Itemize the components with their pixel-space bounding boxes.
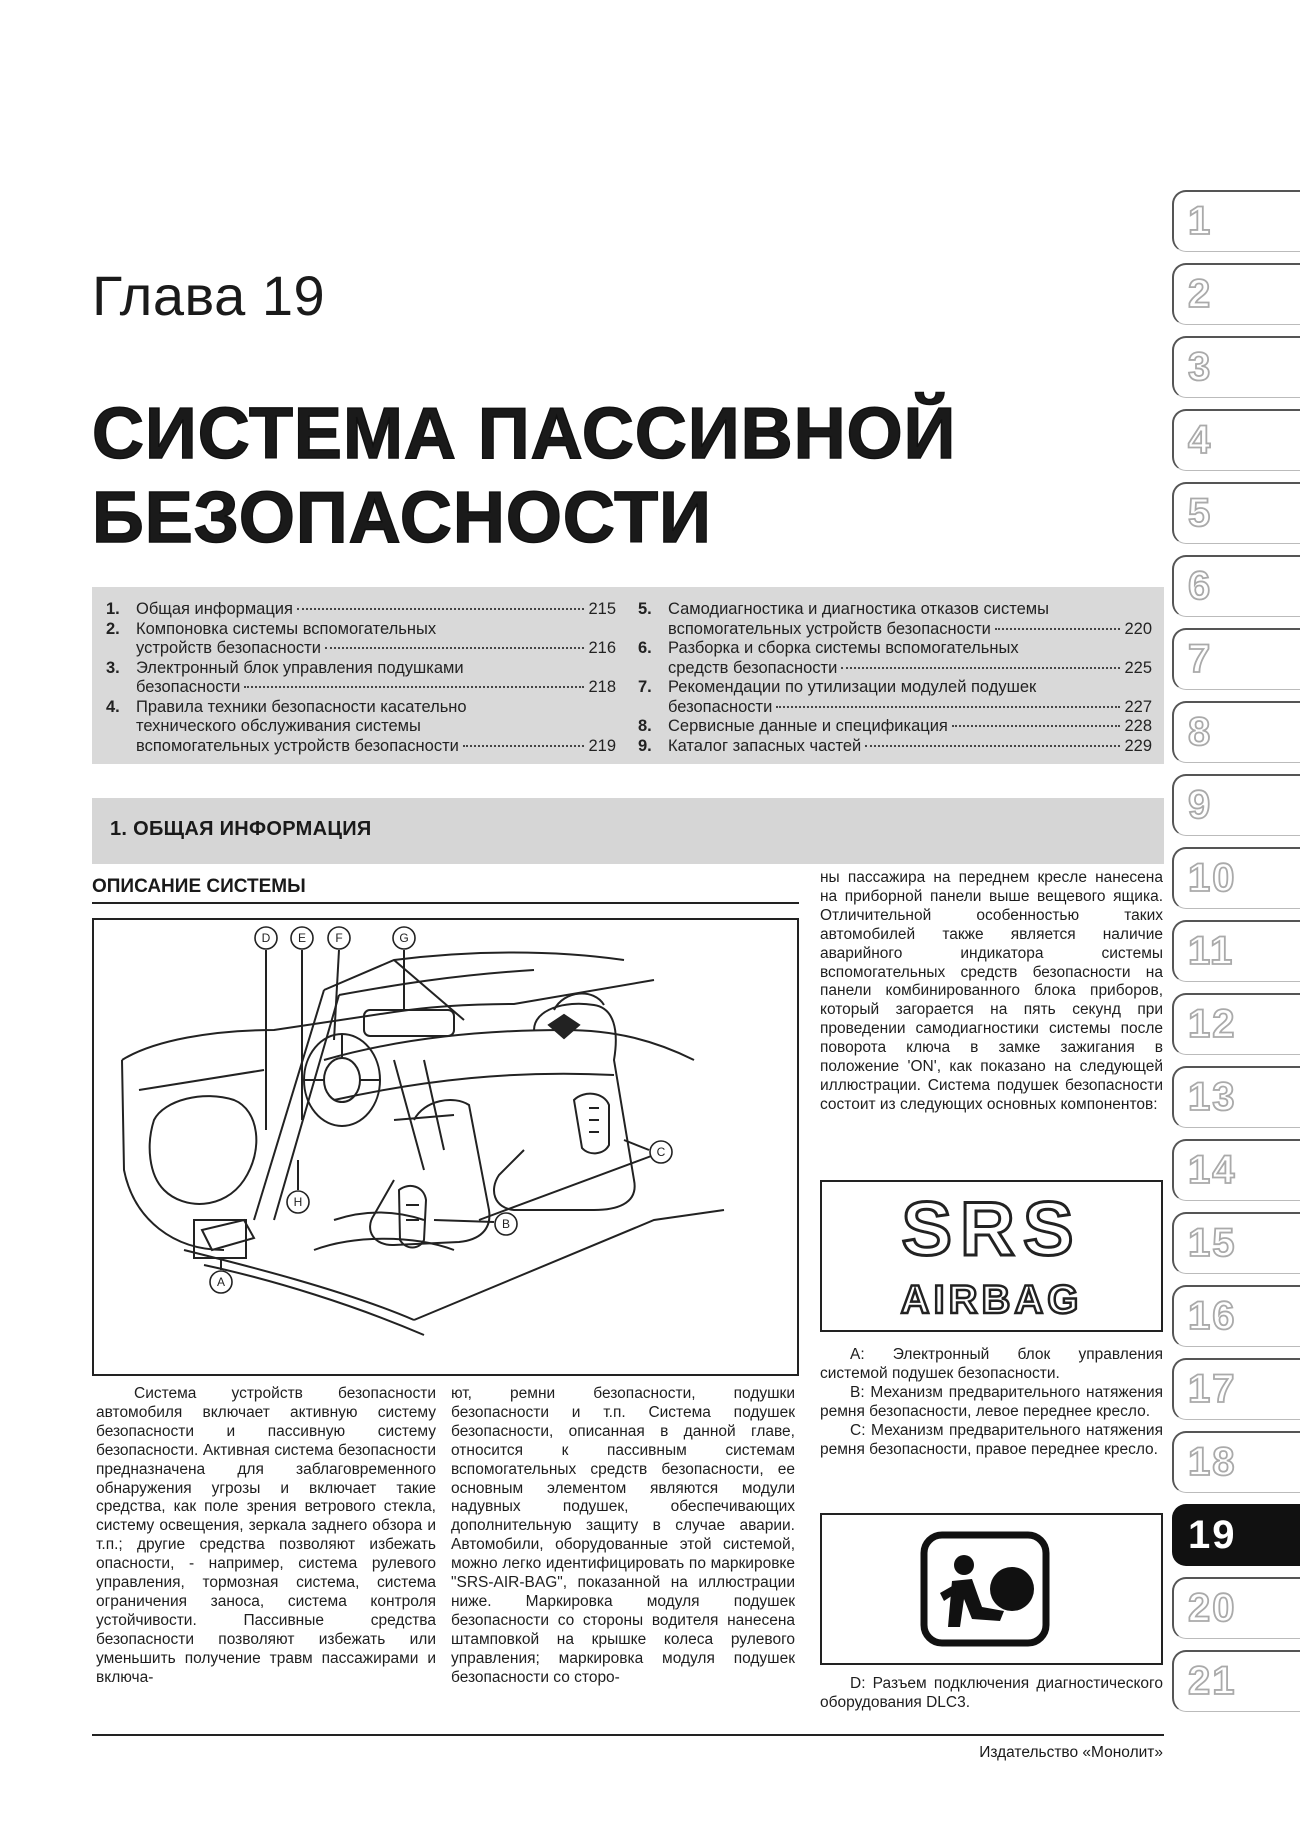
toc-text: Компоновка системы вспомогательных	[136, 619, 437, 638]
airbag-word: AIRBAG	[900, 1278, 1083, 1322]
toc-item[interactable]	[106, 698, 616, 757]
callout-e	[291, 927, 313, 949]
toc-leader-dots	[841, 667, 1120, 669]
toc-number: 8.	[638, 717, 652, 735]
chapter-tab-17[interactable]: 17	[1172, 1358, 1300, 1420]
publisher: Издательство «Монолит»	[979, 1744, 1163, 1761]
callout-c-label: C	[656, 1145, 666, 1159]
chapter-title-line-2: БЕЗОПАСНОСТИ	[92, 478, 712, 558]
toc-page-number: 227	[1124, 697, 1152, 716]
toc-text: Рекомендации по утилизации модулей подушек	[668, 678, 1037, 696]
toc-leader-dots	[776, 706, 1120, 708]
chapter-tab-19[interactable]: 19	[1172, 1504, 1300, 1566]
chapter-tab-9[interactable]: 9	[1172, 774, 1300, 836]
toc-item[interactable]	[638, 678, 1152, 717]
toc-item[interactable]	[106, 620, 616, 659]
chapter-tab-18[interactable]: 18	[1172, 1431, 1300, 1493]
chapter-tab-5[interactable]: 5	[1172, 482, 1300, 544]
toc-text: средств безопасности	[668, 658, 838, 677]
airbag-warning-icon	[822, 1515, 1161, 1663]
chapter-title	[92, 392, 956, 560]
callout-d	[255, 927, 277, 949]
body-text-right: ны пассажира на переднем кресле нанесена на приборной панели выше вещевого ящика. Отличительной особенностью таких автомобилей также является наличие аварийного индикатора системы вспомогательных средств безопасности на панели комбинированного блока приборов, который загорается на пять секунд при проведении самодиагностики системы после поворота ключа в замке зажигания в положение 'ON', как показано на следующей иллюстрации. Система подушек безопасности состоит из следующих основных компонентов:	[820, 869, 1163, 1113]
callout-b-label: B	[501, 1217, 511, 1231]
toc-text: Общая информация	[136, 600, 293, 618]
toc-page-number: 229	[1124, 736, 1152, 755]
section-title: 1. ОБЩАЯ ИНФОРМАЦИЯ	[110, 818, 372, 840]
toc-page-number: 219	[588, 736, 616, 755]
chapter-tab-20[interactable]: 20	[1172, 1577, 1300, 1639]
callout-f-label: F	[335, 931, 343, 945]
chapter-tab-21[interactable]: 21	[1172, 1650, 1300, 1712]
callout-g	[393, 927, 415, 949]
toc-number: 7.	[638, 678, 652, 696]
toc-text: безопасности	[136, 678, 241, 696]
chapter-tab-1[interactable]: 1	[1172, 190, 1300, 252]
body-text-left: Система устройств безопасности автомобиля включает активную систему безопасности и пассивную систему безопасности. Активная система безопасности предназначена для заблаговременного обнаружения угрозы и включает такие средства, как поле зрения ветрового стекла, систему освещения, зеркала заднего обзора и т.п.; другие средства позволяют избежать опасности, - например, система рулевого управления, тормозная система, система ограничения заноса, система контроля устойчивости. Пассивные средства безопасности позволяют избежать или уменьшить получение травм пассажирами и включа-	[96, 1385, 436, 1686]
chapter-tab-6[interactable]: 6	[1172, 555, 1300, 617]
toc-item[interactable]	[638, 737, 1152, 757]
toc-number: 4.	[106, 697, 120, 716]
footer-rule	[92, 1734, 1164, 1736]
table-of-contents	[92, 587, 1164, 764]
toc-number: 6.	[638, 639, 652, 657]
toc-text: Разборка и сборка системы вспомогательных	[668, 639, 1019, 657]
toc-number: 9.	[638, 736, 652, 755]
toc-number: 5.	[638, 600, 652, 618]
toc-page-number: 228	[1124, 717, 1152, 735]
srs-components-figure	[92, 918, 799, 1376]
chapter-tab-7[interactable]: 7	[1172, 628, 1300, 690]
subheading: ОПИСАНИЕ СИСТЕМЫ	[92, 876, 306, 897]
callout-a-label: A	[216, 1275, 226, 1289]
subheading-rule	[92, 902, 799, 904]
toc-leader-dots	[995, 628, 1121, 630]
caption-c: C: Механизм предварительного натяжения ремня безопасности, правое переднее кресло.	[820, 1421, 1163, 1458]
toc-leader-dots	[865, 745, 1120, 747]
toc-right-column	[638, 600, 1152, 756]
toc-page-number: 218	[588, 678, 616, 696]
chapter-tab-4[interactable]: 4	[1172, 409, 1300, 471]
toc-number: 1.	[106, 600, 120, 618]
toc-item[interactable]	[106, 659, 616, 698]
airbag-indicator-figure	[820, 1513, 1163, 1665]
toc-text: устройств безопасности	[136, 639, 321, 657]
body-text-middle: ют, ремни безопасности, подушки безопасности и т.п. Система подушек безопасности, описанная в данной главе, относится к пассивным системам вспомогательных средств безопасности, ее основным элементом являются модули надувных подушек, обеспечивающих дополнительную защиту в случае аварии. Автомобили, оборудованные этой системой, можно легко идентифицировать по маркировке "SRS-AIR-BAG", показанной на иллюстрации ниже. Маркировка модуля подушек безопасности со стороны водителя нанесена штамповкой на крышке колеса рулевого управления; маркировка модуля подушек безопасности со сторо-	[451, 1385, 795, 1686]
toc-text: Самодиагностика и диагностика отказов системы	[668, 600, 1049, 618]
toc-leader-dots	[463, 745, 585, 747]
chapter-tab-13[interactable]: 13	[1172, 1066, 1300, 1128]
section-header	[92, 798, 1164, 864]
toc-text: Электронный блок управления подушками	[136, 658, 464, 677]
callout-c	[650, 1141, 672, 1163]
toc-number: 3.	[106, 658, 120, 677]
toc-text: Правила техники безопасности касательно	[136, 697, 467, 716]
chapter-label: Глава 19	[92, 264, 326, 327]
chapter-tab-3[interactable]: 3	[1172, 336, 1300, 398]
toc-leader-dots	[244, 686, 584, 688]
toc-leader-dots	[325, 647, 585, 649]
toc-text: вспомогательных устройств безопасности	[668, 619, 991, 638]
callout-h	[287, 1191, 309, 1213]
toc-text: Каталог запасных частей	[668, 736, 862, 755]
toc-page-number: 215	[588, 600, 616, 618]
toc-text: безопасности	[668, 697, 773, 716]
chapter-tab-16[interactable]: 16	[1172, 1285, 1300, 1347]
toc-left-column	[106, 600, 616, 756]
chapter-tab-15[interactable]: 15	[1172, 1212, 1300, 1274]
callout-d-label: D	[261, 931, 271, 945]
callout-f	[328, 927, 350, 949]
caption-a: A: Электронный блок управления системой подушек безопасности.	[820, 1346, 1163, 1382]
srs-word: SRS	[901, 1187, 1082, 1272]
callout-g-label: G	[399, 931, 409, 945]
srs-airbag-label-figure	[820, 1180, 1163, 1332]
caption-d: D: Разъем подключения диагностического оборудования DLC3.	[820, 1675, 1163, 1711]
toc-number: 2.	[106, 619, 120, 638]
toc-text: Сервисные данные и спецификация	[668, 717, 948, 735]
callout-b	[495, 1213, 517, 1235]
toc-item[interactable]	[638, 600, 1152, 639]
car-interior-drawing	[94, 920, 797, 1374]
chapter-title-line-1: СИСТЕМА ПАССИВНОЙ	[92, 394, 957, 474]
component-captions	[820, 1346, 1163, 1459]
toc-item[interactable]	[638, 639, 1152, 678]
chapter-tab-11[interactable]: 11	[1172, 920, 1300, 982]
toc-item[interactable]	[638, 717, 1152, 737]
callout-a	[210, 1271, 232, 1293]
callout-h-label: H	[293, 1195, 303, 1209]
chapter-tab-10[interactable]: 10	[1172, 847, 1300, 909]
chapter-tab-14[interactable]: 14	[1172, 1139, 1300, 1201]
toc-page-number: 220	[1124, 619, 1152, 638]
chapter-tab-8[interactable]: 8	[1172, 701, 1300, 763]
toc-page-number: 216	[588, 639, 616, 657]
caption-b: B: Механизм предварительного натяжения ремня безопасности, левое переднее кресло.	[820, 1383, 1163, 1420]
toc-item[interactable]	[106, 600, 616, 620]
chapter-tab-2[interactable]: 2	[1172, 263, 1300, 325]
toc-leader-dots	[952, 725, 1121, 727]
toc-page-number: 225	[1124, 658, 1152, 677]
callout-e-label: E	[297, 931, 307, 945]
toc-leader-dots	[297, 608, 585, 610]
chapter-tab-12[interactable]: 12	[1172, 993, 1300, 1055]
toc-text: технического обслуживания системы	[136, 717, 421, 735]
toc-text: вспомогательных устройств безопасности	[136, 736, 459, 755]
